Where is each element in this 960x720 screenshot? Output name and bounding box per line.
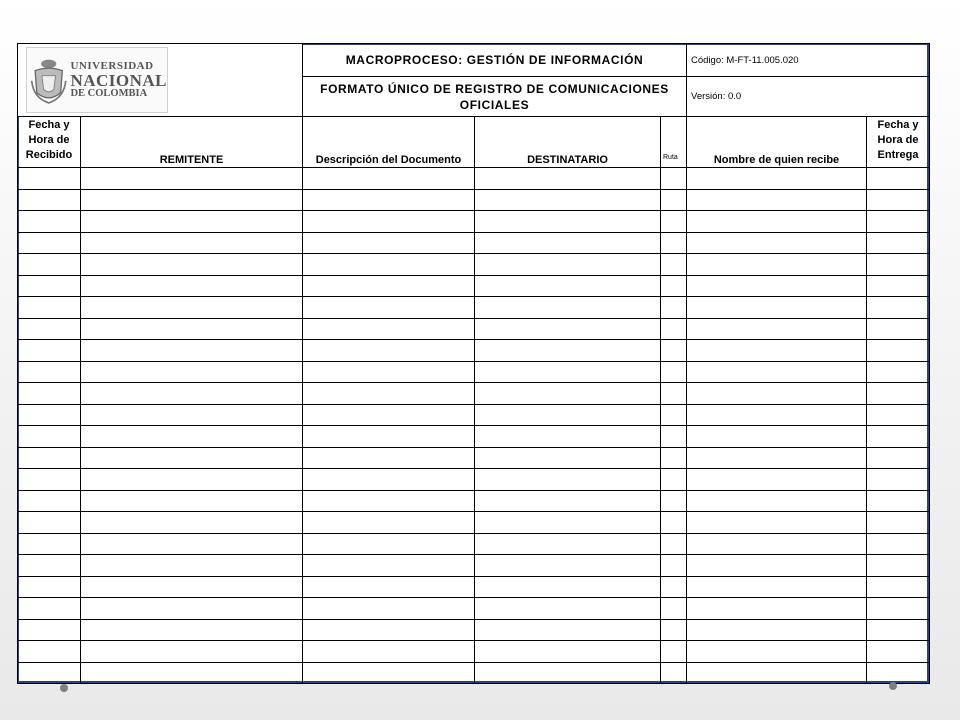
blank-cell[interactable] <box>475 404 661 426</box>
blank-cell[interactable] <box>661 447 687 469</box>
format-title-line-2: OFICIALES <box>459 97 530 112</box>
communications-register-form <box>17 43 930 684</box>
column-header-route: Ruta <box>661 117 687 168</box>
table-row <box>18 512 930 534</box>
blank-cell[interactable] <box>303 168 475 190</box>
blank-cell[interactable] <box>18 340 81 362</box>
blank-cell[interactable] <box>661 340 687 362</box>
blank-cell[interactable] <box>661 490 687 512</box>
blank-cell[interactable] <box>661 641 687 663</box>
blank-cell[interactable] <box>867 512 930 534</box>
blank-cell[interactable] <box>687 189 867 211</box>
blank-cell[interactable] <box>81 555 303 577</box>
blank-cell[interactable] <box>661 168 687 190</box>
blank-cell[interactable] <box>81 662 303 684</box>
column-header-description: Descripción del Documento <box>303 117 475 168</box>
macroprocess-title: MACROPROCESO: GESTIÓN DE INFORMACIÓN <box>303 44 687 77</box>
blank-cell[interactable] <box>687 576 867 598</box>
blank-cell[interactable] <box>661 662 687 684</box>
blank-cell[interactable] <box>18 598 81 620</box>
blank-cell[interactable] <box>303 490 475 512</box>
blank-cell[interactable] <box>475 232 661 254</box>
university-logo <box>26 47 168 113</box>
blank-cell[interactable] <box>303 404 475 426</box>
blank-cell[interactable] <box>303 512 475 534</box>
blank-cell[interactable] <box>661 275 687 297</box>
column-header-sender: REMITENTE <box>81 117 303 168</box>
received-line-1: Fecha y <box>28 119 70 131</box>
blank-cell[interactable] <box>687 555 867 577</box>
table-row <box>18 576 930 598</box>
document-code: Código: M-FT-11.005.020 <box>687 44 930 77</box>
blank-cell[interactable] <box>303 318 475 340</box>
blank-cell[interactable] <box>687 318 867 340</box>
blank-cell[interactable] <box>867 598 930 620</box>
blank-cell[interactable] <box>687 361 867 383</box>
blank-cell[interactable] <box>475 512 661 534</box>
table-row <box>18 490 930 512</box>
blank-cell[interactable] <box>867 232 930 254</box>
format-title-line-1: FORMATO ÚNICO DE REGISTRO DE COMUNICACIONES <box>320 81 669 96</box>
blank-cell[interactable] <box>81 512 303 534</box>
blank-cell[interactable] <box>303 232 475 254</box>
blank-cell[interactable] <box>661 254 687 276</box>
table-row <box>18 275 930 297</box>
blank-cell[interactable] <box>867 404 930 426</box>
blank-cell[interactable] <box>687 232 867 254</box>
blank-cell[interactable] <box>661 404 687 426</box>
blank-cell[interactable] <box>687 426 867 448</box>
blank-cell[interactable] <box>475 297 661 319</box>
blank-cell[interactable] <box>81 576 303 598</box>
blank-cell[interactable] <box>687 619 867 641</box>
blank-cell[interactable] <box>18 232 81 254</box>
blank-cell[interactable] <box>18 275 81 297</box>
blank-cell[interactable] <box>867 576 930 598</box>
blank-cell[interactable] <box>18 469 81 491</box>
blank-cell[interactable] <box>867 340 930 362</box>
blank-cell[interactable] <box>867 211 930 233</box>
blank-cell[interactable] <box>687 383 867 405</box>
blank-cell[interactable] <box>475 490 661 512</box>
blank-cell[interactable] <box>661 619 687 641</box>
blank-cell[interactable] <box>18 662 81 684</box>
column-header-recipient: DESTINATARIO <box>475 117 661 168</box>
blank-cell[interactable] <box>687 275 867 297</box>
blank-cell[interactable] <box>303 361 475 383</box>
blank-cell[interactable] <box>475 598 661 620</box>
blank-cell[interactable] <box>867 275 930 297</box>
table-row <box>18 211 930 233</box>
blank-cell[interactable] <box>81 469 303 491</box>
blank-cell[interactable] <box>81 189 303 211</box>
blank-cell[interactable] <box>18 533 81 555</box>
blank-cell[interactable] <box>475 211 661 233</box>
blank-cell[interactable] <box>303 662 475 684</box>
blank-cell[interactable] <box>81 426 303 448</box>
blank-cell[interactable] <box>687 490 867 512</box>
blank-cell[interactable] <box>867 168 930 190</box>
blank-cell[interactable] <box>687 447 867 469</box>
blank-cell[interactable] <box>18 426 81 448</box>
blank-cell[interactable] <box>661 211 687 233</box>
blank-cell[interactable] <box>18 512 81 534</box>
blank-cell[interactable] <box>661 533 687 555</box>
table-row <box>18 533 930 555</box>
blank-cell[interactable] <box>661 189 687 211</box>
blank-cell[interactable] <box>303 555 475 577</box>
blank-cell[interactable] <box>18 490 81 512</box>
blank-cell[interactable] <box>18 641 81 663</box>
table-row <box>18 318 930 340</box>
blank-cell[interactable] <box>18 361 81 383</box>
table-row <box>18 555 930 577</box>
blank-cell[interactable] <box>81 297 303 319</box>
column-header-received <box>18 117 81 168</box>
logo-line-2: NACIONAL <box>70 70 167 90</box>
table-row <box>18 297 930 319</box>
received-line-2: Hora de <box>28 134 70 146</box>
blank-cell[interactable] <box>687 404 867 426</box>
blank-cell[interactable] <box>475 576 661 598</box>
blank-cell[interactable] <box>18 168 81 190</box>
delivery-line-2: Hora de <box>877 134 919 146</box>
blank-cell[interactable] <box>81 619 303 641</box>
blank-cell[interactable] <box>867 641 930 663</box>
format-title <box>303 77 687 117</box>
received-line-3: Recibido <box>25 149 73 161</box>
blank-cell[interactable] <box>867 447 930 469</box>
blank-cell[interactable] <box>303 275 475 297</box>
blank-cell[interactable] <box>303 426 475 448</box>
blank-cell[interactable] <box>18 297 81 319</box>
blank-cell[interactable] <box>303 641 475 663</box>
table-row <box>18 340 930 362</box>
blank-cell[interactable] <box>687 662 867 684</box>
blank-cell[interactable] <box>687 168 867 190</box>
blank-cell[interactable] <box>303 447 475 469</box>
blank-cell[interactable] <box>303 189 475 211</box>
column-header-receiver-name: Nombre de quien recibe <box>687 117 867 168</box>
blank-cell[interactable] <box>661 297 687 319</box>
coat-of-arms-icon <box>30 51 67 109</box>
blank-cell[interactable] <box>81 598 303 620</box>
blank-cell[interactable] <box>661 232 687 254</box>
blank-cell[interactable] <box>81 232 303 254</box>
blank-cell[interactable] <box>687 254 867 276</box>
blank-cell[interactable] <box>867 533 930 555</box>
blank-cell[interactable] <box>81 490 303 512</box>
blank-cell[interactable] <box>661 598 687 620</box>
blank-cell[interactable] <box>303 211 475 233</box>
blank-cell[interactable] <box>303 340 475 362</box>
blank-cell[interactable] <box>18 254 81 276</box>
blank-cell[interactable] <box>661 555 687 577</box>
blank-cell[interactable] <box>867 189 930 211</box>
blank-cell[interactable] <box>81 361 303 383</box>
blank-cell[interactable] <box>303 598 475 620</box>
blank-cell[interactable] <box>687 340 867 362</box>
table-row <box>18 383 930 405</box>
blank-cell[interactable] <box>18 211 81 233</box>
blank-cell[interactable] <box>303 469 475 491</box>
blank-cell[interactable] <box>661 426 687 448</box>
blank-cell[interactable] <box>18 318 81 340</box>
blank-cell[interactable] <box>661 512 687 534</box>
blank-cell[interactable] <box>475 275 661 297</box>
blank-cell[interactable] <box>475 619 661 641</box>
blank-cell[interactable] <box>81 254 303 276</box>
blank-cell[interactable] <box>18 447 81 469</box>
blank-cell[interactable] <box>661 469 687 491</box>
blank-cell[interactable] <box>81 340 303 362</box>
blank-cell[interactable] <box>661 383 687 405</box>
blank-cell[interactable] <box>475 533 661 555</box>
blank-cell[interactable] <box>687 512 867 534</box>
blank-cell[interactable] <box>303 619 475 641</box>
blank-cell[interactable] <box>18 383 81 405</box>
blank-cell[interactable] <box>687 211 867 233</box>
blank-cell[interactable] <box>687 641 867 663</box>
blank-cell[interactable] <box>475 254 661 276</box>
table-row <box>18 598 930 620</box>
blank-cell[interactable] <box>867 361 930 383</box>
blank-cell[interactable] <box>18 404 81 426</box>
blank-cell[interactable] <box>867 426 930 448</box>
table-row <box>18 361 930 383</box>
blank-cell[interactable] <box>661 576 687 598</box>
blank-cell[interactable] <box>81 447 303 469</box>
blank-cell[interactable] <box>867 318 930 340</box>
blank-cell[interactable] <box>81 275 303 297</box>
blank-cell[interactable] <box>687 598 867 620</box>
blank-cell[interactable] <box>475 383 661 405</box>
blank-cell[interactable] <box>303 254 475 276</box>
blank-cell[interactable] <box>867 619 930 641</box>
table-row <box>18 232 930 254</box>
blank-cell[interactable] <box>475 469 661 491</box>
table-row <box>18 168 930 190</box>
blank-cell[interactable] <box>18 189 81 211</box>
blank-cell[interactable] <box>303 383 475 405</box>
blank-cell[interactable] <box>475 662 661 684</box>
blank-cell[interactable] <box>475 447 661 469</box>
blank-cell[interactable] <box>687 533 867 555</box>
blank-cell[interactable] <box>303 576 475 598</box>
blank-cell[interactable] <box>867 297 930 319</box>
table-row <box>18 662 930 684</box>
blank-cell[interactable] <box>303 533 475 555</box>
blank-cell[interactable] <box>475 318 661 340</box>
table-row <box>18 641 930 663</box>
logo-line-3: DE COLOMBIA <box>70 87 148 99</box>
blank-cell[interactable] <box>867 555 930 577</box>
delivery-line-1: Fecha y <box>877 119 919 131</box>
logo-cell <box>18 44 303 117</box>
blank-cell[interactable] <box>867 662 930 684</box>
table-row <box>18 426 930 448</box>
blank-cell[interactable] <box>475 361 661 383</box>
blank-cell[interactable] <box>867 383 930 405</box>
blank-cell[interactable] <box>81 383 303 405</box>
blank-cell[interactable] <box>867 490 930 512</box>
blank-cell[interactable] <box>475 641 661 663</box>
blank-cell[interactable] <box>18 576 81 598</box>
decor-dot-right <box>889 682 897 690</box>
delivery-line-3: Entrega <box>877 149 919 161</box>
blank-cell[interactable] <box>81 168 303 190</box>
blank-cell[interactable] <box>475 168 661 190</box>
document-version: Versión: 0.0 <box>687 77 930 117</box>
blank-cell[interactable] <box>661 318 687 340</box>
blank-cell[interactable] <box>687 297 867 319</box>
blank-cell[interactable] <box>81 533 303 555</box>
blank-cell[interactable] <box>81 404 303 426</box>
table-row <box>18 254 930 276</box>
blank-cell[interactable] <box>81 211 303 233</box>
blank-cell[interactable] <box>18 555 81 577</box>
blank-cell[interactable] <box>18 619 81 641</box>
table-row <box>18 619 930 641</box>
blank-cell[interactable] <box>81 641 303 663</box>
blank-cell[interactable] <box>475 189 661 211</box>
column-header-delivery <box>867 117 930 168</box>
blank-cell[interactable] <box>867 469 930 491</box>
blank-cell[interactable] <box>303 297 475 319</box>
table-row <box>18 404 930 426</box>
blank-cell[interactable] <box>475 426 661 448</box>
table-row <box>18 189 930 211</box>
blank-cell[interactable] <box>661 361 687 383</box>
blank-cell[interactable] <box>475 340 661 362</box>
blank-cell[interactable] <box>475 555 661 577</box>
logo-line-1: UNIVERSIDAD <box>70 59 154 72</box>
blank-cell[interactable] <box>687 469 867 491</box>
table-row <box>18 447 930 469</box>
decor-dot-left <box>60 684 68 692</box>
table-row <box>18 469 930 491</box>
blank-cell[interactable] <box>867 254 930 276</box>
blank-cell[interactable] <box>81 318 303 340</box>
